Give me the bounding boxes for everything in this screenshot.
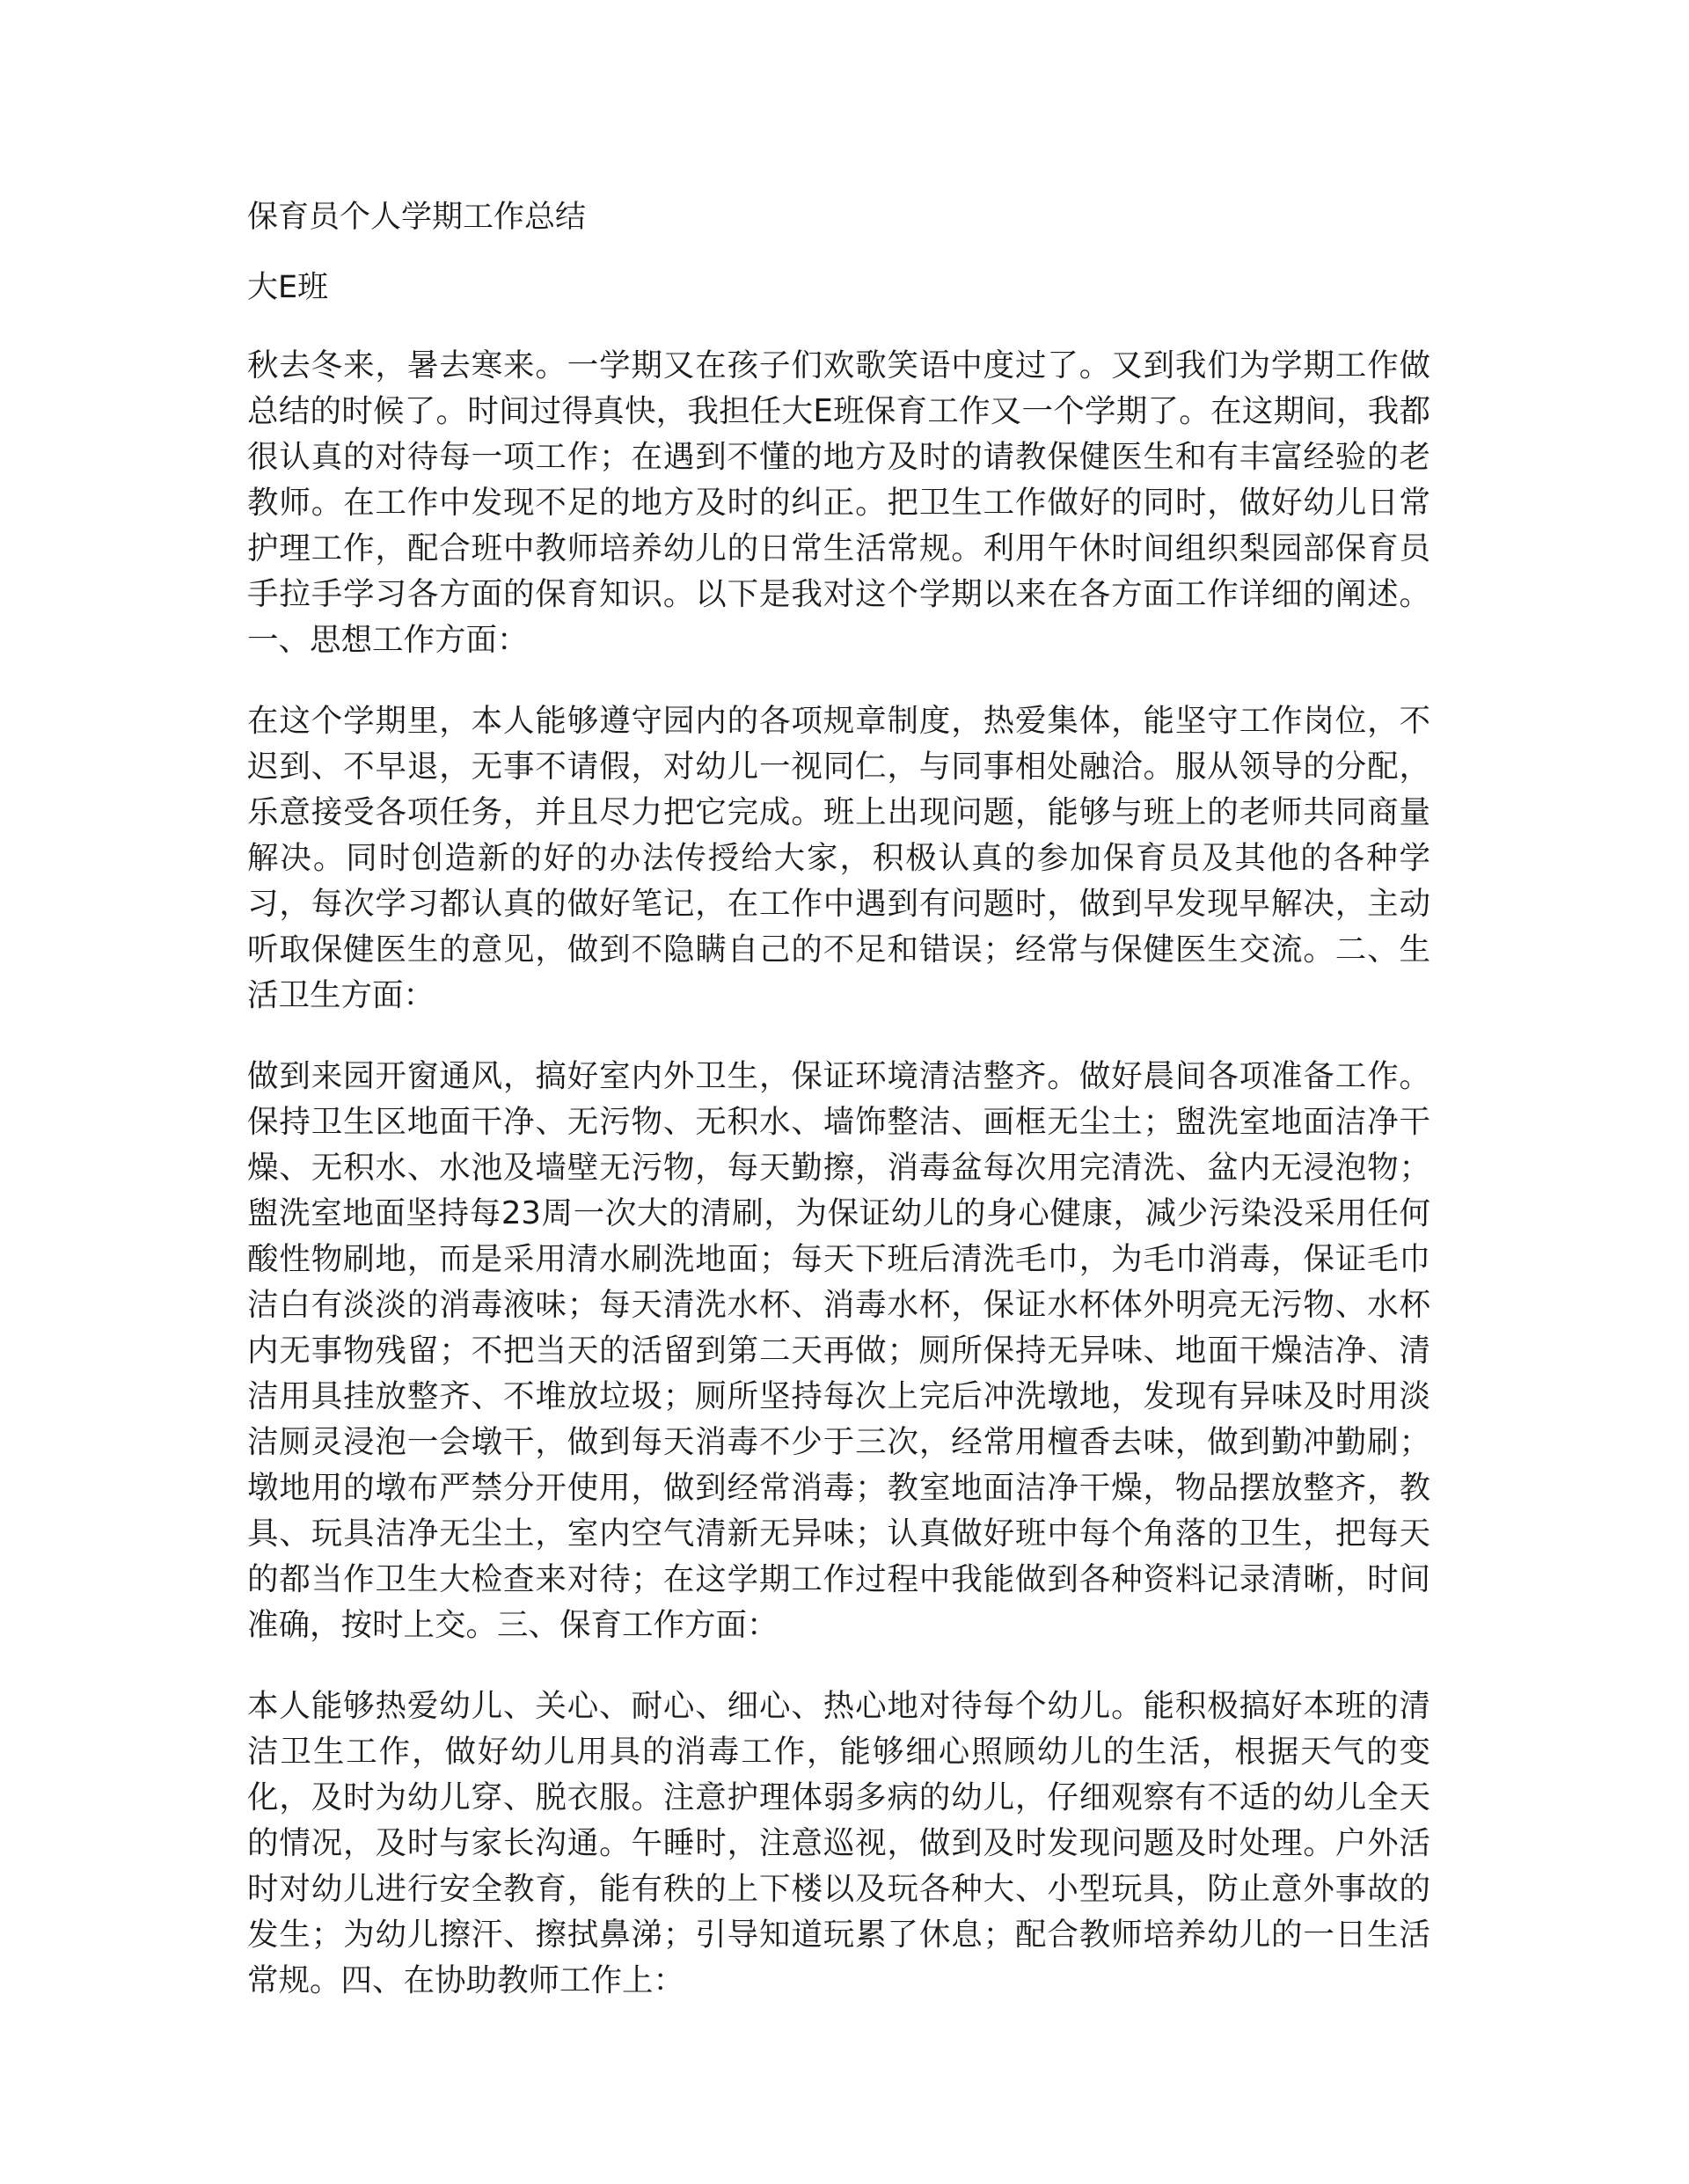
document-title: 保育员个人学期工作总结 [247, 200, 587, 235]
paragraph-care: 本人能够热爱幼儿、关心、耐心、细心、热心地对待每个幼儿。能积极搞好本班的清洁卫生工作，做好幼儿用具的消毒工作，能够细心照顾幼儿的生活，根据天气的变化，及时为幼儿穿、脱衣服。注意护理体弱多病的幼儿，仔细观察有不适的幼儿全天的情况，及时与家长沟通。午睡时，注意巡视，做到及时发现问题及时处理。户外活时对幼儿进行安全教育，能有秩的上下楼以及玩各种大、小型玩具，防止意外事故的发生；为幼儿擦汗、擦拭鼻涕；引导知道玩累了休息；配合教师培养幼儿的一日生活常规。四、在协助教师工作上： [247, 1688, 1430, 1998]
paragraph-hygiene: 做到来园开窗通风，搞好室内外卫生，保证环境清洁整齐。做好晨间各项准备工作。保持卫生区地面干净、无污物、无积水、墙饰整洁、画框无尘土；盥洗室地面洁净干燥、无积水、水池及墙壁无污物，每天勤擦，消毒盆每次用完清洗、盆内无浸泡物；盥洗室地面坚持每23周一次大的清刷，为保证幼儿的身心健康，减少污染没采用任何酸性物刷地，而是采用清水刷洗地面；每天下班后清洗毛巾，为毛巾消毒，保证毛巾洁白有淡淡的消毒液味；每天清洗水杯、消毒水杯，保证水杯体外明亮无污物、水杯内无事物残留；不把当天的活留到第二天再做；厕所保持无异味、地面干燥洁净、清洁用具挂放整齐、不堆放垃圾；厕所坚持每次上完后冲洗墩地，发现有异味及时用淡洁厕灵浸泡一会墩干，做到每天消毒不少于三次，经常用檀香去味，做到勤冲勤刷；墩地用的墩布严禁分开使用，做到经常消毒；教室地面洁净干燥，物品摆放整齐，教具、玩具洁净无尘土，室内空气清新无异味；认真做好班中每个角落的卫生，把每天的都当作卫生大检查来对待；在这学期工作过程中我能做到各种资料记录清晰，时间准确，按时上交。三、保育工作方面： [247, 1058, 1430, 1643]
paragraph-ideology: 在这个学期里，本人能够遵守园内的各项规章制度，热爱集体，能坚守工作岗位，不迟到、不早退，无事不请假，对幼儿一视同仁，与同事相处融洽。服从领导的分配，乐意接受各项任务，并且尽力把它完成。班上出现问题，能够与班上的老师共同商量解决。同时创造新的好的办法传授给大家，积极认真的参加保育员及其他的各种学习，每次学习都认真的做好笔记，在工作中遇到有问题时，做到早发现早解决，主动听取保健医生的意见，做到不隐瞒自己的不足和错误；经常与保健医生交流。二、生活卫生方面： [247, 703, 1430, 1013]
document-body [247, 195, 1430, 2039]
class-name: 大E班 [247, 270, 329, 305]
paragraph-intro: 秋去冬来，暑去寒来。一学期又在孩子们欢歌笑语中度过了。又到我们为学期工作做总结的时候了。时间过得真快，我担任大E班保育工作又一个学期了。在这期间，我都很认真的对待每一项工作；在遇到不懂的地方及时的请教保健医生和有丰富经验的老教师。在工作中发现不足的地方及时的纠正。把卫生工作做好的同时，做好幼儿日常护理工作，配合班中教师培养幼儿的日常生活常规。利用午休时间组织梨园部保育员手拉手学习各方面的保育知识。以下是我对这个学期以来在各方面工作详细的阐述。一、思想工作方面： [247, 347, 1430, 658]
